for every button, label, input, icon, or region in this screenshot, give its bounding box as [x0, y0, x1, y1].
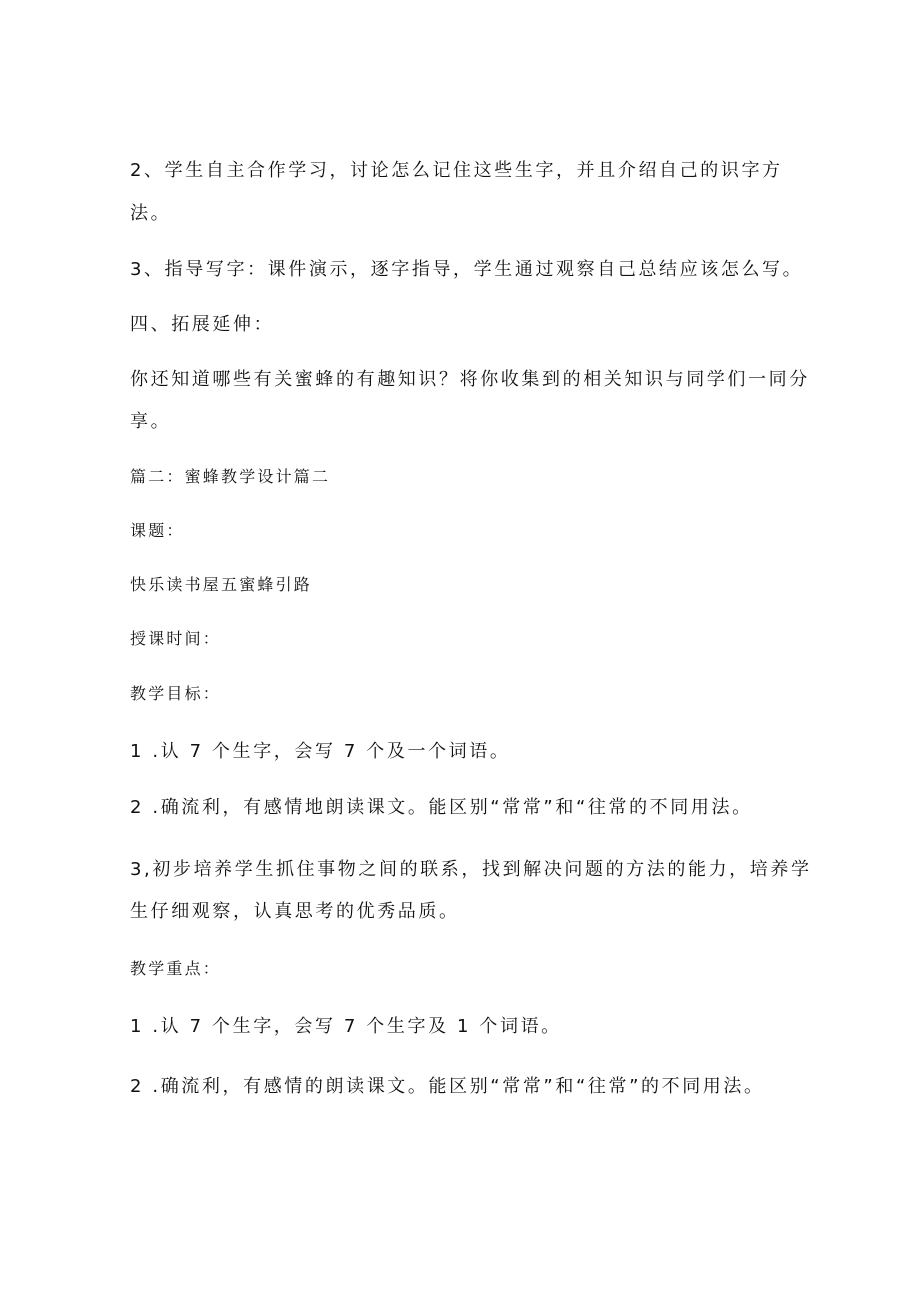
label-teaching-focus: 教学重点：	[130, 959, 222, 978]
goal-item-3: 3,初步培养学生抓住事物之间的联系，找到解决问题的方法的能力，培养学	[130, 859, 812, 880]
paragraph-step-2: 2、学生自主合作学习，讨论怎么记住这些生字，并且介绍自己的识字方	[130, 160, 783, 181]
goal-item-1: 1 .认 7 个生字，会写 7 个及一个词语。	[130, 741, 511, 762]
goal-item-2: 2 .确流利，有感情地朗读课文。能区别“常常”和“往常的不同用法。	[130, 797, 753, 818]
goal-item-3-cont: 生仔细观察，认真思考的优秀品质。	[130, 901, 460, 922]
paragraph-step-2-cont: 法。	[130, 203, 172, 224]
section-heading-extension: 四、拓展延伸：	[130, 314, 275, 335]
label-topic: 课题：	[130, 521, 185, 540]
topic-value: 快乐读书屋五蜜蜂引路	[130, 575, 313, 594]
focus-item-2: 2 .确流利，有感情的朗读课文。能区别“常常”和“往常”的不同用法。	[130, 1076, 765, 1097]
label-teaching-goals: 教学目标：	[130, 684, 222, 703]
paragraph-extension-cont: 享。	[130, 411, 172, 432]
paragraph-extension: 你还知道哪些有关蜜蜂的有趣知识？将你收集到的相关知识与同学们一同分	[130, 369, 810, 390]
label-class-time: 授课时间：	[130, 629, 222, 648]
focus-item-1: 1 .认 7 个生字，会写 7 个生字及 1 个词语。	[130, 1016, 562, 1037]
article-title: 篇二：蜜蜂教学设计篇二	[130, 467, 331, 486]
paragraph-step-3: 3、指导写字：课件演示，逐字指导，学生通过观察自己总结应该怎么写。	[130, 259, 804, 280]
